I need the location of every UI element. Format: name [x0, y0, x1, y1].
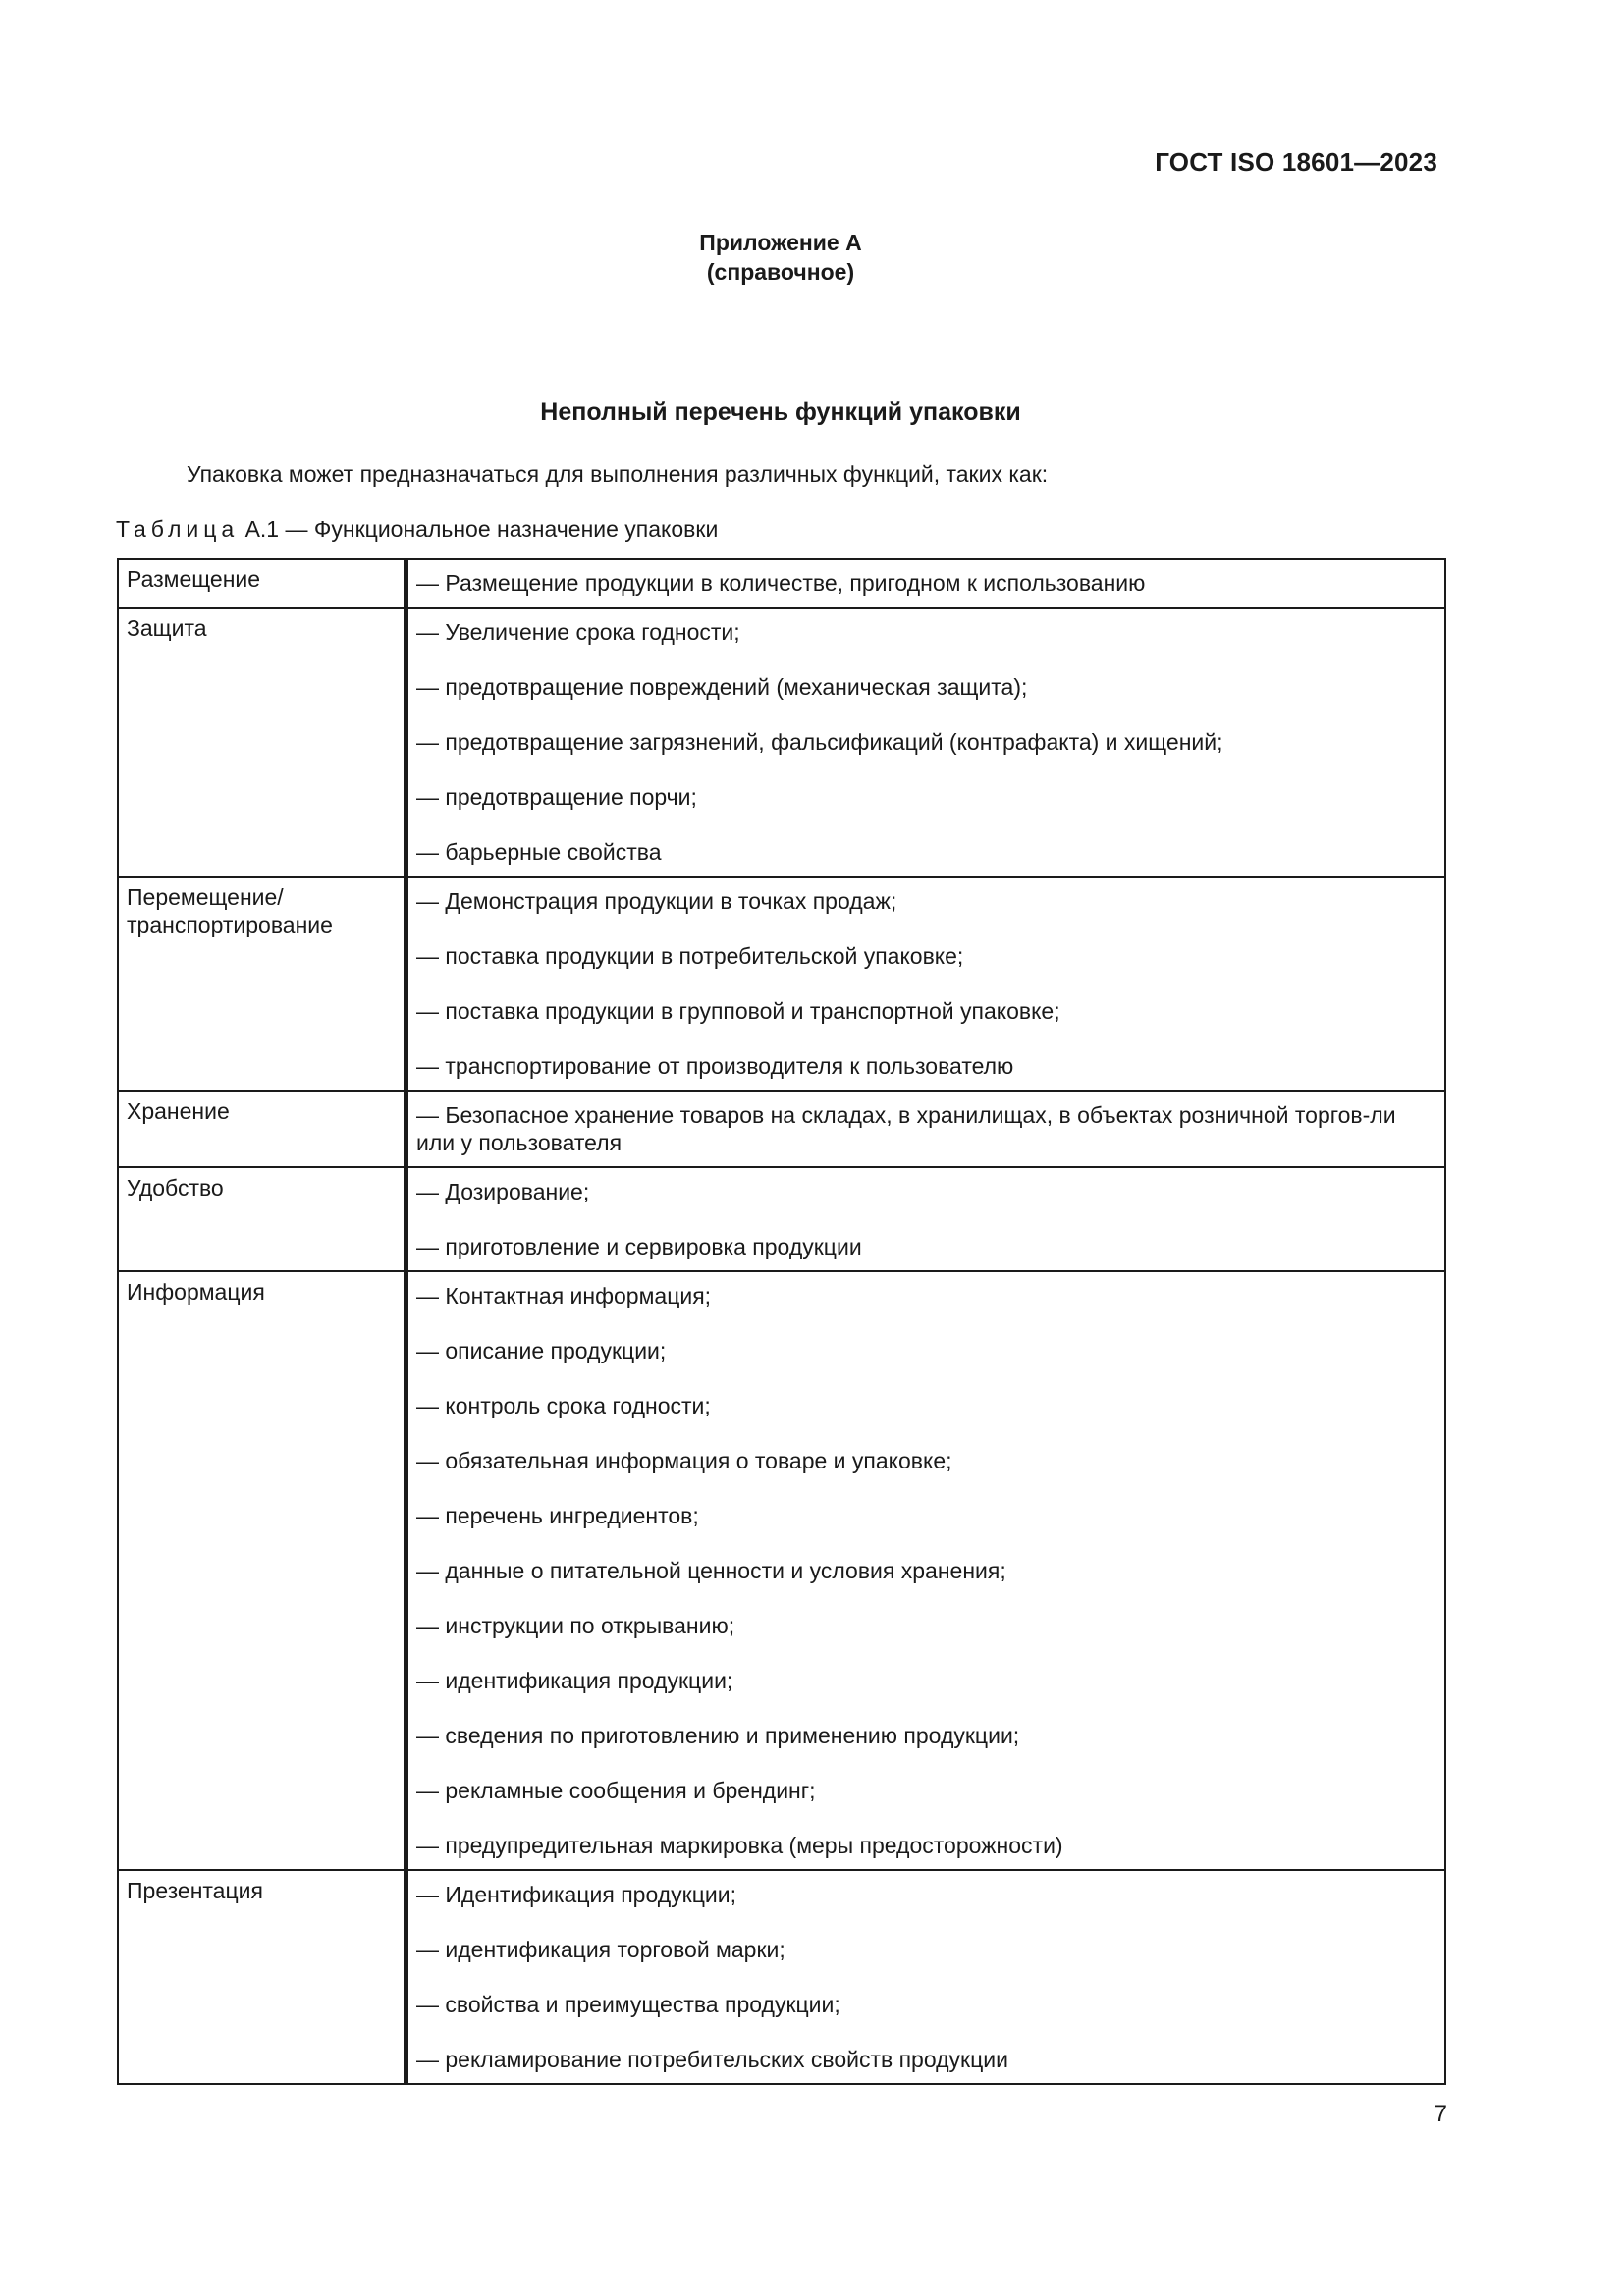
table-function-item: — предотвращение загрязнений, фальсификаций (контрафакта) и хищений; — [416, 729, 1223, 755]
table-row — [118, 559, 1445, 608]
table-functions-cell — [406, 608, 1446, 877]
table-functions-cell — [406, 1091, 1446, 1167]
table-category-cell: Информация — [118, 1271, 406, 1870]
table-function-item: — предупредительная маркировка (меры предосторожности) — [416, 1833, 1063, 1858]
appendix-subtitle: (справочное) — [706, 259, 855, 285]
table-function-item: — обязательная информация о товаре и упаковке; — [416, 1448, 952, 1473]
table-function-item: — Контактная информация; — [416, 1283, 712, 1308]
table-function-item: — Идентификация продукции; — [416, 1882, 736, 1907]
standard-code: ГОСТ ISO 18601—2023 — [1155, 147, 1437, 177]
table-caption — [116, 516, 718, 543]
table-function-item: — поставка продукции в потребительской упаковке; — [416, 943, 964, 969]
table-function-item: — поставка продукции в групповой и транспортной упаковке; — [416, 998, 1060, 1024]
appendix-title: Приложение А — [699, 230, 862, 255]
table-category-cell: Защита — [118, 608, 406, 877]
table-functions-cell — [406, 1271, 1446, 1870]
table-row — [118, 1167, 1445, 1271]
table-category-cell: Презентация — [118, 1870, 406, 2084]
table-function-item: — Безопасное хранение товаров на складах, в хранилищах, в объектах розничной торгов-ли или у пользователя — [416, 1102, 1396, 1155]
table-function-item: — свойства и преимущества продукции; — [416, 1992, 840, 2017]
table-function-item: — идентификация торговой марки; — [416, 1937, 785, 1962]
table-function-item: — перечень ингредиентов; — [416, 1503, 699, 1528]
table-function-item: — описание продукции; — [416, 1338, 667, 1363]
table-functions-cell — [406, 559, 1446, 608]
table-function-item: — Размещение продукции в количестве, пригодном к использованию — [416, 570, 1146, 596]
table-category-cell: Удобство — [118, 1167, 406, 1271]
table-row — [118, 877, 1445, 1091]
appendix-heading — [0, 228, 1561, 287]
table-caption-number: А.1 — — [244, 516, 308, 542]
table-row — [118, 1870, 1445, 2084]
table-function-item: — рекламные сообщения и брендинг; — [416, 1778, 816, 1803]
table-row — [118, 1091, 1445, 1167]
table-functions-cell — [406, 1167, 1446, 1271]
page-number: 7 — [1434, 2101, 1447, 2127]
table-function-item: — контроль срока годности; — [416, 1393, 711, 1418]
functions-table — [117, 558, 1446, 2085]
intro-paragraph: Упаковка может предназначаться для выполнения различных функций, таких как: — [187, 461, 1049, 487]
table-function-item: — предотвращение порчи; — [416, 784, 697, 810]
document-title: Неполный перечень функций упаковки — [540, 399, 1021, 426]
table-category-cell: Хранение — [118, 1091, 406, 1167]
table-row — [118, 1271, 1445, 1870]
table-row — [118, 608, 1445, 877]
table-function-item: — идентификация продукции; — [416, 1668, 733, 1693]
table-function-item: — сведения по приготовлению и применению продукции; — [416, 1723, 1020, 1748]
table-functions-cell — [406, 877, 1446, 1091]
table-function-item: — транспортирование от производителя к пользователю — [416, 1053, 1014, 1079]
table-function-item: — приготовление и сервировка продукции — [416, 1234, 862, 1259]
table-functions-cell — [406, 1870, 1446, 2084]
table-category-cell: Перемещение/ транспортирование — [118, 877, 406, 1091]
table-function-item: — предотвращение повреждений (механическая защита); — [416, 674, 1028, 700]
table-function-item: — инструкции по открыванию; — [416, 1613, 735, 1638]
table-function-item: — Демонстрация продукции в точках продаж; — [416, 888, 897, 914]
table-function-item: — Дозирование; — [416, 1179, 590, 1204]
table-caption-text: Функциональное назначение упаковки — [313, 516, 719, 542]
table-function-item: — Увеличение срока годности; — [416, 619, 740, 645]
table-caption-label: Таблица — [116, 516, 240, 542]
table-category-cell: Размещение — [118, 559, 406, 608]
table-function-item: — данные о питательной ценности и условия хранения; — [416, 1558, 1006, 1583]
table-function-item: — рекламирование потребительских свойств продукции — [416, 2047, 1008, 2072]
table-function-item: — барьерные свойства — [416, 839, 662, 865]
